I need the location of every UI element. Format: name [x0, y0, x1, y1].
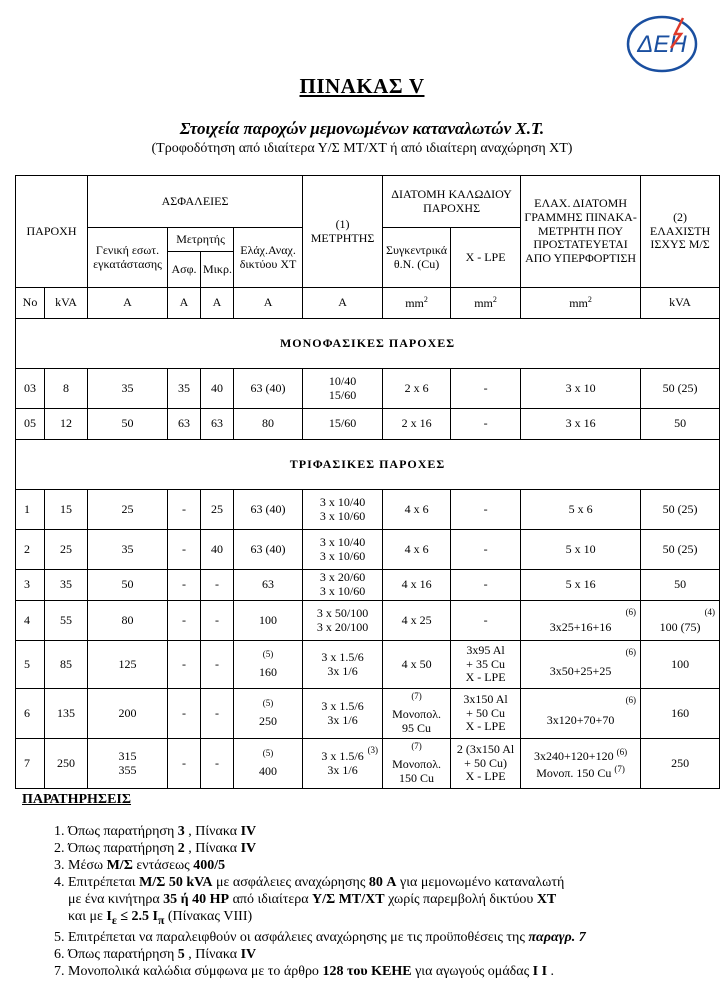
cell-anax: $^{(5)}$ 250 [234, 689, 303, 739]
cell-kva: 250 [45, 739, 88, 789]
cell-no: 2 [16, 530, 45, 570]
cell-line: 5 x 16 [521, 570, 641, 601]
cell-mikr: 40 [201, 369, 234, 409]
cell-kva: 85 [45, 641, 88, 689]
note-item: 6. Όπως παρατήρηση 5 , Πίνακα IV [68, 946, 724, 963]
cell-xlpe: - [451, 409, 521, 440]
notes-title: ΠΑΡΑΤΗΡΗΣΕΙΣ [22, 792, 132, 807]
supplies-table [15, 175, 720, 789]
cell-geniki: 50 [88, 409, 168, 440]
cell-anax: $^{(5)}$ 160 [234, 641, 303, 689]
cell-geniki: 35 [88, 369, 168, 409]
cell-isxys: 50 [641, 409, 720, 440]
header-xlpe: Χ - LPE [451, 228, 521, 288]
table-row [16, 369, 720, 409]
cell-asf: 35 [168, 369, 201, 409]
note-item: 5. Επιτρέπεται να παραλειφθούν οι ασφάλειες αναχώρησης με τις προϋποθέσεις της παραγρ. 7 [68, 929, 724, 946]
cell-kva: 8 [45, 369, 88, 409]
note-item: 3. Μέσω Μ/Σ εντάσεως 400/5 [68, 857, 724, 874]
cell-kva: 15 [45, 490, 88, 530]
cell-cu: 4 x 16 [383, 570, 451, 601]
cell-geniki: 80 [88, 601, 168, 641]
cell-no: 4 [16, 601, 45, 641]
cell-line: 3 x 16 [521, 409, 641, 440]
table-row [16, 490, 720, 530]
unit-a: A [201, 288, 234, 319]
cell-cu: 4 x 6 [383, 530, 451, 570]
unit-mm2: $mm^2$ [451, 288, 521, 319]
cell-isxys: 100 [641, 641, 720, 689]
cell-asf: - [168, 739, 201, 789]
cell-isxys: 250 [641, 739, 720, 789]
cell-xlpe: - [451, 490, 521, 530]
logo-text: ΔΕΗ [637, 31, 687, 58]
cell-metritis: 3 x 10/40 3 x 10/60 [303, 530, 383, 570]
notes-list [28, 823, 724, 980]
header-asfaleies: ΑΣΦΑΛΕΙΕΣ [88, 176, 303, 228]
cell-isxys: (4) 100 (75) [641, 601, 720, 641]
cell-cu: 4 x 6 [383, 490, 451, 530]
cell-xlpe: - [451, 530, 521, 570]
cell-line: 3x240+120+120 $^{(6)}$ Μονοπ. 150 Cu $^{(7)}$ [521, 739, 641, 789]
cell-anax: 63 (40) [234, 490, 303, 530]
cell-no: 7 [16, 739, 45, 789]
cell-no: 05 [16, 409, 45, 440]
unit-mm2: $mm^2$ [521, 288, 641, 319]
header-mikr: Μικρ. [201, 252, 234, 288]
cell-anax: 63 (40) [234, 369, 303, 409]
cell-asf: - [168, 490, 201, 530]
note-item: 4. Επιτρέπεται Μ/Σ 50 kVA με ασφάλειες αναχώρησης 80 A για μεμονωμένο καταναλωτή με ένα κινήτηρα 35 ή 40 HP από ιδιαίτερα Υ/Σ ΜΤ/ΧΤ χωρίς παρεμβολή δικτύου ΧΤ και με $I_\varepsilon \le 2.5$ $I_\pi$ (Πίνακας VIII) [68, 874, 724, 929]
cell-no: 5 [16, 641, 45, 689]
cell-geniki: 25 [88, 490, 168, 530]
header-metritis: (1) ΜΕΤΡΗΤΗΣ [303, 176, 383, 288]
cell-geniki: 315 355 [88, 739, 168, 789]
cell-kva: 12 [45, 409, 88, 440]
cell-asf: - [168, 530, 201, 570]
cell-no: 3 [16, 570, 45, 601]
cell-mikr: - [201, 570, 234, 601]
unit-mm2: $mm^2$ [383, 288, 451, 319]
cell-isxys: 50 (25) [641, 490, 720, 530]
note-item: 1. Όπως παρατήρηση 3 , Πίνακα IV [68, 823, 724, 840]
header-sygkentrika: Συγκεντρικά θ.Ν. (Cu) [383, 228, 451, 288]
cell-geniki: 200 [88, 689, 168, 739]
table-row [16, 641, 720, 689]
cell-kva: 55 [45, 601, 88, 641]
cell-metritis: 15/60 [303, 409, 383, 440]
section-monophasic: ΜΟΝΟΦΑΣΙΚΕΣ ΠΑΡΟΧΕΣ [16, 319, 720, 369]
unit-no: No [16, 288, 45, 319]
unit-a: A [88, 288, 168, 319]
table-row [16, 530, 720, 570]
cell-cu: $^{(7)}$ Μονοπολ. 95 Cu [383, 689, 451, 739]
header-elax-isxys: (2) ΕΛΑΧΙΣΤΗ ΙΣΧΥΣ Μ/Σ [641, 176, 720, 288]
cell-metritis: 3 x 10/40 3 x 10/60 [303, 490, 383, 530]
cell-anax: 80 [234, 409, 303, 440]
cell-no: 6 [16, 689, 45, 739]
cell-mikr: - [201, 739, 234, 789]
cell-anax: $^{(5)}$ 400 [234, 739, 303, 789]
header-elax-diatomi: ΕΛΑΧ. ΔΙΑΤΟΜΗ ΓΡΑΜΜΗΣ ΠΙΝΑΚΑ-ΜΕΤΡΗΤΗ ΠΟΥ ΠΡΟΣΤΑΤΕΥΕΤΑΙ ΑΠΟ ΥΠΕΡΦΟΡΤΙΣΗ [521, 176, 641, 288]
header-diatomi: ΔΙΑΤΟΜΗ ΚΑΛΩΔΙΟΥ ΠΑΡΟΧΗΣ [383, 176, 521, 228]
cell-kva: 135 [45, 689, 88, 739]
cell-cu: $^{(7)}$ Μονοπολ. 150 Cu [383, 739, 451, 789]
cell-xlpe: - [451, 570, 521, 601]
unit-a: A [234, 288, 303, 319]
cell-metritis: 10/40 15/60 [303, 369, 383, 409]
cell-line: (6) 3x50+25+25 [521, 641, 641, 689]
section-triphasic: ΤΡΙΦΑΣΙΚΕΣ ΠΑΡΟΧΕΣ [16, 440, 720, 490]
page-title: ΠΙΝΑΚΑΣ V [299, 74, 425, 98]
cell-no: 1 [16, 490, 45, 530]
cell-metritis: (3) 3 x 1.5/6 3x 1/6 [303, 739, 383, 789]
cell-isxys: 50 (25) [641, 369, 720, 409]
cell-geniki: 35 [88, 530, 168, 570]
cell-mikr: 40 [201, 530, 234, 570]
header-paroxi: ΠΑΡΟΧΗ [16, 176, 88, 288]
unit-a: A [168, 288, 201, 319]
cell-asf: - [168, 601, 201, 641]
cell-mikr: - [201, 641, 234, 689]
unit-kva: kVA [45, 288, 88, 319]
dei-logo [625, 14, 699, 74]
header-geniki: Γενική εσωτ. εγκατάστασης [88, 228, 168, 288]
table-row [16, 570, 720, 601]
unit-a: A [303, 288, 383, 319]
cell-mikr: - [201, 601, 234, 641]
header-metritis-group: Μετρητής [168, 228, 234, 252]
cell-metritis: 3 x 1.5/6 3x 1/6 [303, 689, 383, 739]
cell-line: (6) 3x25+16+16 [521, 601, 641, 641]
cell-cu: 4 x 25 [383, 601, 451, 641]
cell-kva: 25 [45, 530, 88, 570]
cell-no: 03 [16, 369, 45, 409]
cell-metritis: 3 x 1.5/6 3x 1/6 [303, 641, 383, 689]
cell-line: 5 x 6 [521, 490, 641, 530]
table-row [16, 601, 720, 641]
cell-isxys: 50 [641, 570, 720, 601]
cell-line: (6) 3x120+70+70 [521, 689, 641, 739]
cell-metritis: 3 x 20/60 3 x 10/60 [303, 570, 383, 601]
cell-line: 5 x 10 [521, 530, 641, 570]
cell-asf: 63 [168, 409, 201, 440]
cell-mikr: 63 [201, 409, 234, 440]
cell-xlpe: - [451, 601, 521, 641]
cell-anax: 63 [234, 570, 303, 601]
cell-isxys: 50 (25) [641, 530, 720, 570]
cell-line: 3 x 10 [521, 369, 641, 409]
cell-kva: 35 [45, 570, 88, 601]
cell-cu: 4 x 50 [383, 641, 451, 689]
cell-cu: 2 x 6 [383, 369, 451, 409]
cell-isxys: 160 [641, 689, 720, 739]
note-item: 7. Μονοπολικά καλώδια σύμφωνα με το άρθρο 128 του ΚΕΗΕ για αγωγούς ομάδας I I . [68, 963, 724, 980]
cell-xlpe: 3x150 Al + 50 Cu X - LPE [451, 689, 521, 739]
cell-xlpe: 2 (3x150 Al + 50 Cu) X - LPE [451, 739, 521, 789]
table-row [16, 739, 720, 789]
cell-geniki: 50 [88, 570, 168, 601]
cell-metritis: 3 x 50/100 3 x 20/100 [303, 601, 383, 641]
table-row [16, 409, 720, 440]
table-row [16, 689, 720, 739]
header-elax-anax: Ελάχ.Αναχ. δικτύου ΧΤ [234, 228, 303, 288]
cell-geniki: 125 [88, 641, 168, 689]
page-subtitle-note: (Τροφοδότηση από ιδιαίτερα Υ/Σ ΜΤ/ΧΤ ή από ιδιαίτερη αναχώρηση ΧΤ) [151, 141, 573, 156]
cell-xlpe: - [451, 369, 521, 409]
page-subtitle: Στοιχεία παροχών μεμονωμένων καταναλωτών Χ.Τ. [179, 119, 545, 138]
unit-kva: kVA [641, 288, 720, 319]
cell-xlpe: 3x95 Al + 35 Cu X - LPE [451, 641, 521, 689]
cell-cu: 2 x 16 [383, 409, 451, 440]
header-asf: Ασφ. [168, 252, 201, 288]
cell-asf: - [168, 570, 201, 601]
cell-anax: 63 (40) [234, 530, 303, 570]
cell-asf: - [168, 641, 201, 689]
cell-mikr: 25 [201, 490, 234, 530]
cell-asf: - [168, 689, 201, 739]
cell-anax: 100 [234, 601, 303, 641]
note-item: 2. Όπως παρατήρηση 2 , Πίνακα IV [68, 840, 724, 857]
cell-mikr: - [201, 689, 234, 739]
